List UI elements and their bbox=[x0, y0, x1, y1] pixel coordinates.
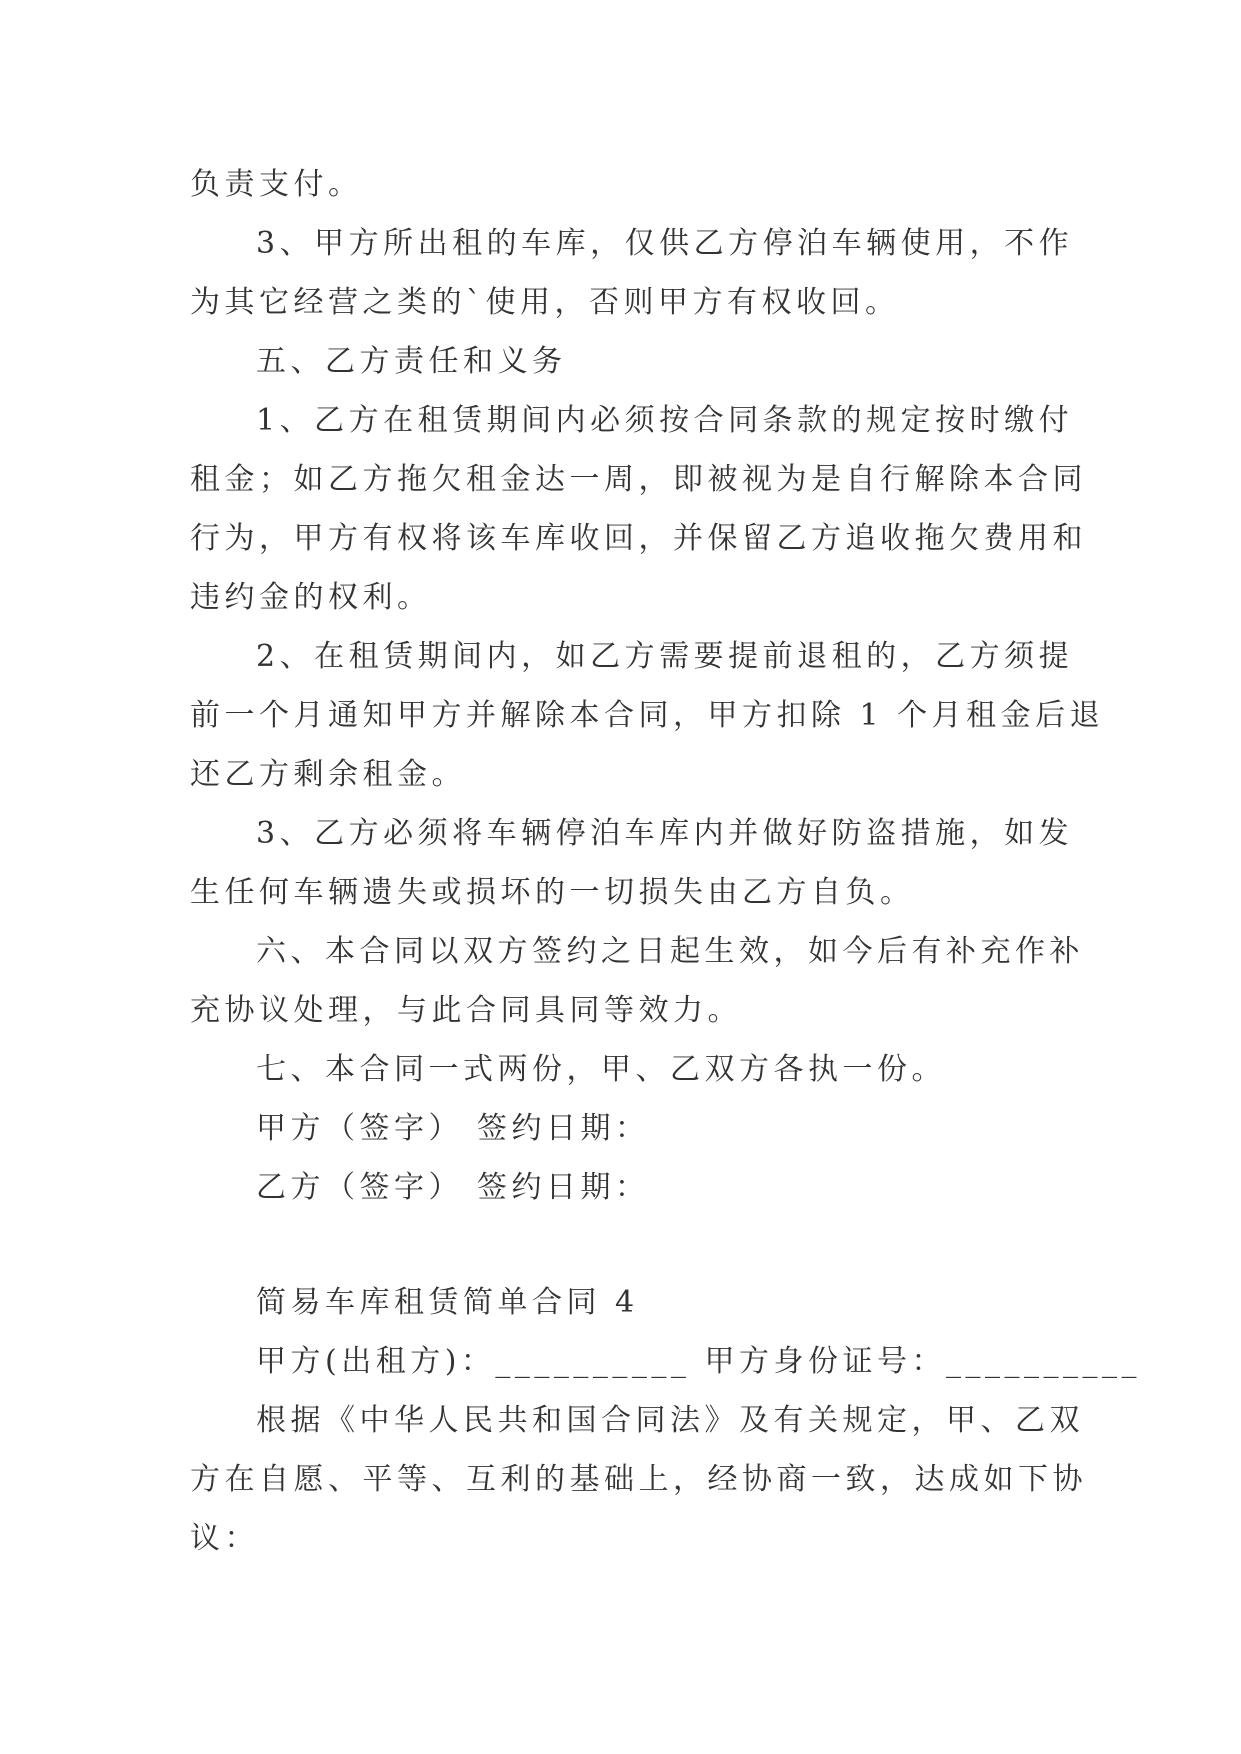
paragraph-line: 充协议处理，与此合同具同等效力。 bbox=[190, 993, 742, 1028]
signature-line-party-b: 乙方（签字） 签约日期： bbox=[256, 1170, 650, 1205]
paragraph-line: 前一个月通知甲方并解除本合同，甲方扣除 1 个月租金后退 bbox=[190, 698, 1105, 733]
paragraph-line: 为其它经营之类的`使用，否则甲方有权收回。 bbox=[190, 285, 900, 320]
signature-line-party-a: 甲方（签字） 签约日期： bbox=[256, 1111, 650, 1146]
paragraph-line: 方在自愿、平等、互利的基础上，经协商一致，达成如下协 bbox=[190, 1462, 1087, 1497]
section-gap bbox=[190, 1217, 1052, 1273]
contract-title: 简易车库租赁简单合同 4 bbox=[256, 1285, 639, 1320]
paragraph-line: 议： bbox=[190, 1521, 259, 1556]
paragraph-line: 生任何车辆遗失或损坏的一切损失由乙方自负。 bbox=[190, 875, 915, 910]
paragraph-line: 七、本合同一式两份，甲、乙双方各执一份。 bbox=[256, 1052, 946, 1087]
paragraph-line: 2、在租赁期间内，如乙方需要提前退租的，乙方须提 bbox=[256, 639, 1074, 674]
paragraph-line: 负责支付。 bbox=[190, 167, 363, 202]
paragraph-line: 六、本合同以双方签约之日起生效，如今后有补充作补 bbox=[256, 934, 1084, 969]
paragraph-line: 行为，甲方有权将该车库收回，并保留乙方追收拖欠费用和 bbox=[190, 521, 1087, 556]
paragraph-line: 租金；如乙方拖欠租金达一周，即被视为是自行解除本合同 bbox=[190, 462, 1087, 497]
paragraph-line: 3、乙方必须将车辆停泊车库内并做好防盗措施，如发 bbox=[256, 816, 1074, 851]
paragraph-line: 3、甲方所出租的车库，仅供乙方停泊车辆使用，不作 bbox=[256, 226, 1074, 261]
paragraph-line: 根据《中华人民共和国合同法》及有关规定，甲、乙双 bbox=[256, 1403, 1084, 1438]
document-page bbox=[190, 155, 1141, 1568]
paragraph-line: 还乙方剩余租金。 bbox=[190, 757, 466, 792]
section-heading: 五、乙方责任和义务 bbox=[256, 344, 567, 379]
paragraph-line: 1、乙方在租赁期间内必须按合同条款的规定按时缴付 bbox=[256, 403, 1074, 438]
paragraph-line: 违约金的权利。 bbox=[190, 580, 432, 615]
party-a-info-line: 甲方(出租方)：__________ 甲方身份证号：__________ bbox=[256, 1344, 1141, 1379]
